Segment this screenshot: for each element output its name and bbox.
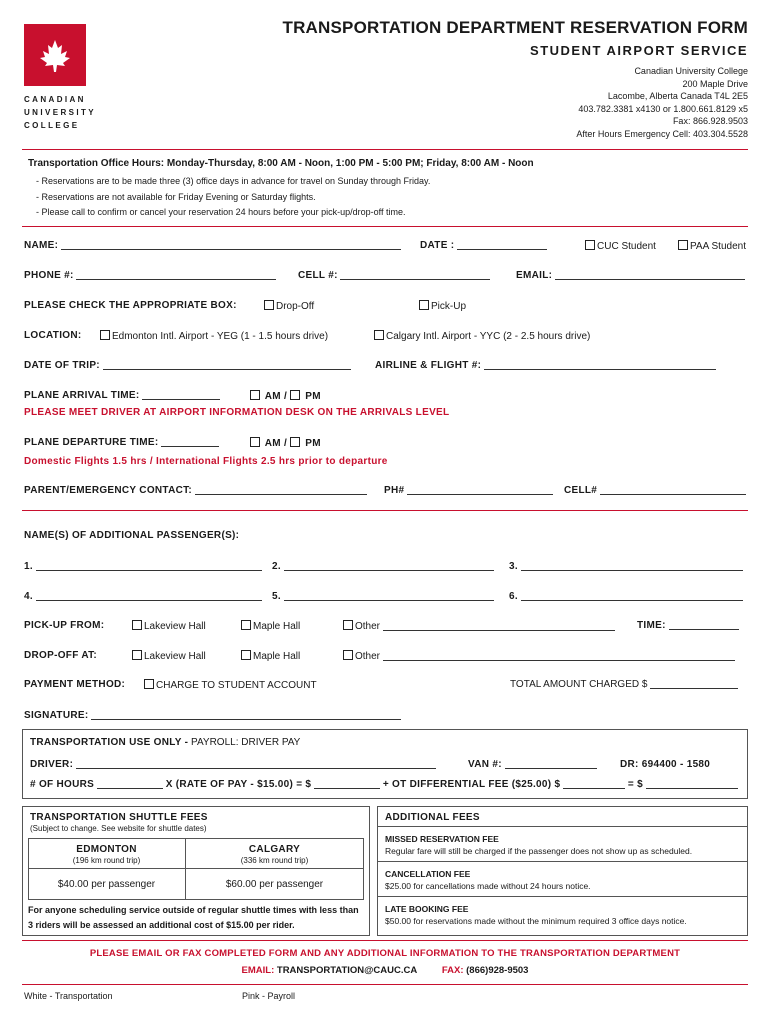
passenger-num: 4. [24, 591, 33, 602]
name-line[interactable] [61, 240, 401, 250]
eq-label: = $ [627, 779, 644, 790]
address-line: Canadian University College [634, 66, 748, 76]
maple-leaf-icon [24, 24, 86, 86]
passenger-line[interactable] [284, 561, 494, 571]
pm-label: PM [305, 391, 321, 402]
divider [22, 940, 748, 941]
arrival-label: PLANE ARRIVAL TIME: [24, 390, 140, 401]
pickup-lakeview-option[interactable] [132, 620, 206, 632]
edmonton-checkbox[interactable] [100, 330, 110, 340]
email-field[interactable] [516, 270, 745, 281]
airline-label: AIRLINE & FLIGHT #: [375, 360, 482, 371]
pm-label: PM [305, 438, 321, 449]
ph-line[interactable] [407, 485, 553, 495]
passenger-num: 5. [272, 591, 281, 602]
total-field[interactable] [510, 679, 738, 690]
trip-date-line[interactable] [103, 360, 351, 370]
signature-line[interactable] [91, 710, 401, 720]
arrival-pm-checkbox[interactable] [290, 390, 300, 400]
parent-cell-line[interactable] [600, 485, 746, 495]
cancel-fee-title: CANCELLATION FEE [385, 869, 471, 879]
passengers-label: NAME(S) OF ADDITIONAL PASSENGER(S): [24, 530, 240, 541]
logo-text [24, 93, 96, 132]
pickup-checkbox[interactable] [419, 300, 429, 310]
arrival-am-checkbox[interactable] [250, 390, 260, 400]
maple-checkbox[interactable] [241, 620, 251, 630]
edmonton-distance: (196 km round trip) [72, 856, 141, 865]
divider [22, 226, 748, 227]
driver-line[interactable] [76, 759, 436, 769]
hours-notes [36, 174, 430, 221]
passenger-4[interactable] [24, 591, 262, 602]
date-label: DATE : [420, 240, 455, 251]
departure-label: PLANE DEPARTURE TIME: [24, 437, 159, 448]
dropoff-checkbox[interactable] [264, 300, 274, 310]
arrival-field[interactable] [24, 390, 220, 401]
address-line: 200 Maple Drive [682, 78, 748, 89]
passenger-2[interactable] [272, 561, 494, 572]
additional-fees-title: ADDITIONAL FEES [385, 812, 480, 823]
dropoff-maple-option[interactable] [241, 650, 300, 662]
address-line: After Hours Emergency Cell: 403.304.5528 [576, 128, 748, 139]
pickup-from-label: PICK-UP FROM: [24, 620, 105, 631]
dropoff-lakeview-option[interactable] [132, 650, 206, 662]
missed-fee-desc: Regular fare will still be charged if the passenger does not show up as scheduled. [385, 846, 693, 856]
departure-line[interactable] [161, 437, 219, 447]
passenger-5[interactable] [272, 591, 494, 602]
fees-divider [377, 826, 748, 827]
dropoff-label: Drop-Off [276, 301, 315, 312]
passenger-line[interactable] [284, 591, 494, 601]
phone-label: PHONE #: [24, 270, 74, 281]
cuc-label: CUC Student [597, 241, 656, 252]
shuttle-fees-title: TRANSPORTATION SHUTTLE FEES [30, 812, 208, 823]
divider [22, 984, 748, 985]
edmonton-label: Edmonton Intl. Airport - YEG (1 - 1.5 hours drive) [112, 331, 329, 342]
copy-pink: Pink - Payroll [242, 991, 296, 1001]
fees-divider [377, 896, 748, 897]
parent-cell-label: CELL# [564, 485, 598, 496]
divider [22, 149, 748, 150]
departure-field[interactable] [24, 437, 219, 448]
email-line[interactable] [555, 270, 745, 280]
driver-label: DRIVER: [30, 759, 74, 770]
fax-contact-value: (866)928-9503 [466, 965, 529, 976]
note-line: - Please call to confirm or cancel your reservation 24 hours before your pick-up/drop-off time. [36, 207, 406, 217]
parent-line[interactable] [195, 485, 367, 495]
airline-field[interactable] [375, 360, 716, 371]
calgary-distance: (336 km round trip) [240, 856, 309, 865]
cancel-fee-desc: $25.00 for cancellations made without 24 hours notice. [385, 881, 591, 891]
paa-checkbox[interactable] [678, 240, 688, 250]
contact-line [22, 965, 748, 976]
other-line[interactable] [383, 651, 735, 661]
ot-line[interactable] [563, 779, 625, 789]
passenger-line[interactable] [36, 561, 262, 571]
other-label: Other [355, 621, 381, 632]
arrival-ampm[interactable] [250, 390, 321, 402]
dropoff-option[interactable] [264, 300, 314, 312]
passenger-num: 3. [509, 561, 518, 572]
submit-instructions: PLEASE EMAIL OR FAX COMPLETED FORM AND ANY ADDITIONAL INFORMATION TO THE TRANSPORTATION DEPARTMENT [89, 948, 681, 959]
other-label: Other [355, 651, 381, 662]
cell-label: CELL #: [298, 270, 338, 281]
name-field[interactable] [24, 240, 401, 251]
eq-line[interactable] [646, 779, 738, 789]
missed-fee-title: MISSED RESERVATION FEE [385, 834, 499, 844]
total-line[interactable] [650, 679, 738, 689]
passenger-num: 2. [272, 561, 281, 572]
note-line: - Reservations are not available for Friday Evening or Saturday flights. [36, 191, 316, 202]
copy-white: White - Transportation [24, 991, 113, 1001]
departure-ampm[interactable] [250, 437, 321, 449]
date-line[interactable] [457, 240, 547, 250]
phone-field[interactable] [24, 270, 276, 281]
signature-label: SIGNATURE: [24, 710, 89, 721]
paa-label: PAA Student [690, 241, 746, 252]
pickup-label: Pick-Up [431, 301, 467, 312]
office-hours: Transportation Office Hours: Monday-Thursday, 8:00 AM - Noon, 1:00 PM - 5:00 PM; Friday, 8:00 AM - Noon [28, 158, 534, 169]
passenger-num: 1. [24, 561, 33, 572]
other-checkbox[interactable] [343, 620, 353, 630]
address-line: Lacombe, Alberta Canada T4L 2E5 [607, 91, 748, 102]
late-fee-desc: $50.00 for reservations made without the minimum required 3 office days notice. [385, 916, 687, 926]
maple-checkbox[interactable] [241, 650, 251, 660]
lakeview-label: Lakeview Hall [144, 621, 206, 632]
departure-am-checkbox[interactable] [250, 437, 260, 447]
dropoff-other-option[interactable] [343, 650, 735, 662]
address-block [576, 65, 748, 141]
address-line: Fax: 866.928.9503 [672, 116, 748, 127]
van-field[interactable] [468, 759, 597, 770]
parent-field[interactable] [24, 485, 367, 496]
note-line: - Reservations are to be made three (3) office days in advance for travel on Sunday through Friday. [36, 176, 431, 186]
pickup-option[interactable] [419, 300, 466, 312]
email-contact-label: EMAIL: [241, 965, 275, 976]
paa-student-option[interactable] [678, 240, 746, 252]
passenger-6[interactable] [509, 591, 743, 602]
lakeview-checkbox[interactable] [132, 650, 142, 660]
logo-line: UNIVERSITY [24, 108, 97, 117]
location-label: LOCATION: [24, 330, 82, 341]
ph-label: PH# [384, 485, 405, 496]
rate-line[interactable] [314, 779, 380, 789]
phone-line[interactable] [76, 270, 276, 280]
charge-label: CHARGE TO STUDENT ACCOUNT [156, 680, 317, 691]
trip-date-field[interactable] [24, 360, 351, 371]
signature-field[interactable] [24, 710, 401, 721]
maple-label: Maple Hall [253, 621, 301, 632]
other-line[interactable] [383, 621, 615, 631]
payroll-label: PAYROLL: DRIVER PAY [191, 737, 301, 748]
shuttle-fees-note: (Subject to change. See website for shuttle dates) [30, 824, 207, 833]
extra-rider-notice: For anyone scheduling service outside of regular shuttle times with less than 3 riders will be assessed an additional cost of $15.00 per rider. [28, 905, 359, 930]
passenger-3[interactable] [509, 561, 743, 572]
time-line[interactable] [669, 620, 739, 630]
time-field[interactable] [637, 620, 739, 631]
email-label: EMAIL: [516, 270, 553, 281]
am-label: AM / [264, 391, 288, 402]
van-label: VAN #: [468, 759, 502, 770]
date-field[interactable] [420, 240, 547, 251]
fees-divider [377, 861, 748, 862]
college-logo [24, 24, 86, 86]
ph-field[interactable] [384, 485, 553, 496]
total-label: TOTAL AMOUNT CHARGED $ [510, 679, 648, 690]
domestic-notice: Domestic Flights 1.5 hrs / International Flights 2.5 hrs prior to departure [24, 456, 388, 467]
calgary-option[interactable] [374, 330, 590, 342]
form-subtitle: STUDENT AIRPORT SERVICE [530, 43, 748, 58]
hours-line[interactable] [97, 779, 163, 789]
arrival-line[interactable] [142, 390, 220, 400]
grid-divider [28, 868, 364, 869]
charge-option[interactable] [144, 679, 317, 691]
charge-checkbox[interactable] [144, 679, 154, 689]
meet-driver-notice: PLEASE MEET DRIVER AT AIRPORT INFORMATION DESK ON THE ARRIVALS LEVEL [24, 407, 450, 418]
calgary-checkbox[interactable] [374, 330, 384, 340]
hours-label: # OF HOURS [30, 779, 95, 790]
parent-cell-field[interactable] [564, 485, 746, 496]
trip-date-label: DATE OF TRIP: [24, 360, 100, 371]
lakeview-checkbox[interactable] [132, 620, 142, 630]
rate-label: X (RATE OF PAY - $15.00) = $ [165, 779, 312, 790]
email-contact-value[interactable]: TRANSPORTATION@CAUC.CA [276, 965, 418, 976]
calgary-header: CALGARY [248, 844, 301, 855]
other-checkbox[interactable] [343, 650, 353, 660]
name-label: NAME: [24, 240, 59, 251]
edmonton-price: $40.00 per passenger [57, 879, 156, 890]
hours-calc[interactable] [30, 779, 738, 790]
parent-label: PARENT/EMERGENCY CONTACT: [24, 485, 193, 496]
time-label: TIME: [637, 620, 666, 631]
check-label: PLEASE CHECK THE APPROPRIATE BOX: [24, 300, 237, 311]
pickup-maple-option[interactable] [241, 620, 300, 632]
passenger-num: 6. [509, 591, 518, 602]
passenger-line[interactable] [521, 591, 743, 601]
van-line[interactable] [505, 759, 597, 769]
cell-field[interactable] [298, 270, 490, 281]
payment-label: PAYMENT METHOD: [24, 679, 126, 690]
calgary-price: $60.00 per passenger [225, 879, 324, 890]
departure-pm-checkbox[interactable] [290, 437, 300, 447]
passenger-1[interactable] [24, 561, 262, 572]
pickup-other-option[interactable] [343, 620, 615, 632]
maple-label: Maple Hall [253, 651, 301, 662]
calgary-label: Calgary Intl. Airport - YYC (2 - 2.5 hours drive) [386, 331, 591, 342]
divider [22, 510, 748, 511]
use-only-header [30, 737, 300, 748]
use-only-label: TRANSPORTATION USE ONLY - [30, 737, 189, 748]
form-title: TRANSPORTATION DEPARTMENT RESERVATION FORM [282, 18, 748, 37]
address-line: 403.782.3381 x4130 or 1.800.661.8129 x5 [578, 103, 748, 114]
cuc-student-option[interactable] [585, 240, 656, 252]
passenger-line[interactable] [36, 591, 262, 601]
ot-label: + OT DIFFERENTIAL FEE ($25.00) $ [382, 779, 561, 790]
cuc-checkbox[interactable] [585, 240, 595, 250]
dr-code: DR: 694400 - 1580 [620, 759, 711, 770]
airline-line[interactable] [484, 360, 716, 370]
edmonton-header: EDMONTON [76, 844, 137, 855]
fax-contact-label: FAX: [441, 965, 464, 976]
passenger-line[interactable] [521, 561, 743, 571]
late-fee-title: LATE BOOKING FEE [385, 904, 469, 914]
lakeview-label: Lakeview Hall [144, 651, 206, 662]
driver-field[interactable] [30, 759, 436, 770]
edmonton-option[interactable] [100, 330, 328, 342]
cell-line[interactable] [340, 270, 490, 280]
am-label: AM / [264, 438, 288, 449]
logo-line: CANADIAN [24, 95, 86, 104]
logo-line: COLLEGE [24, 121, 80, 130]
dropoff-at-label: DROP-OFF AT: [24, 650, 98, 661]
